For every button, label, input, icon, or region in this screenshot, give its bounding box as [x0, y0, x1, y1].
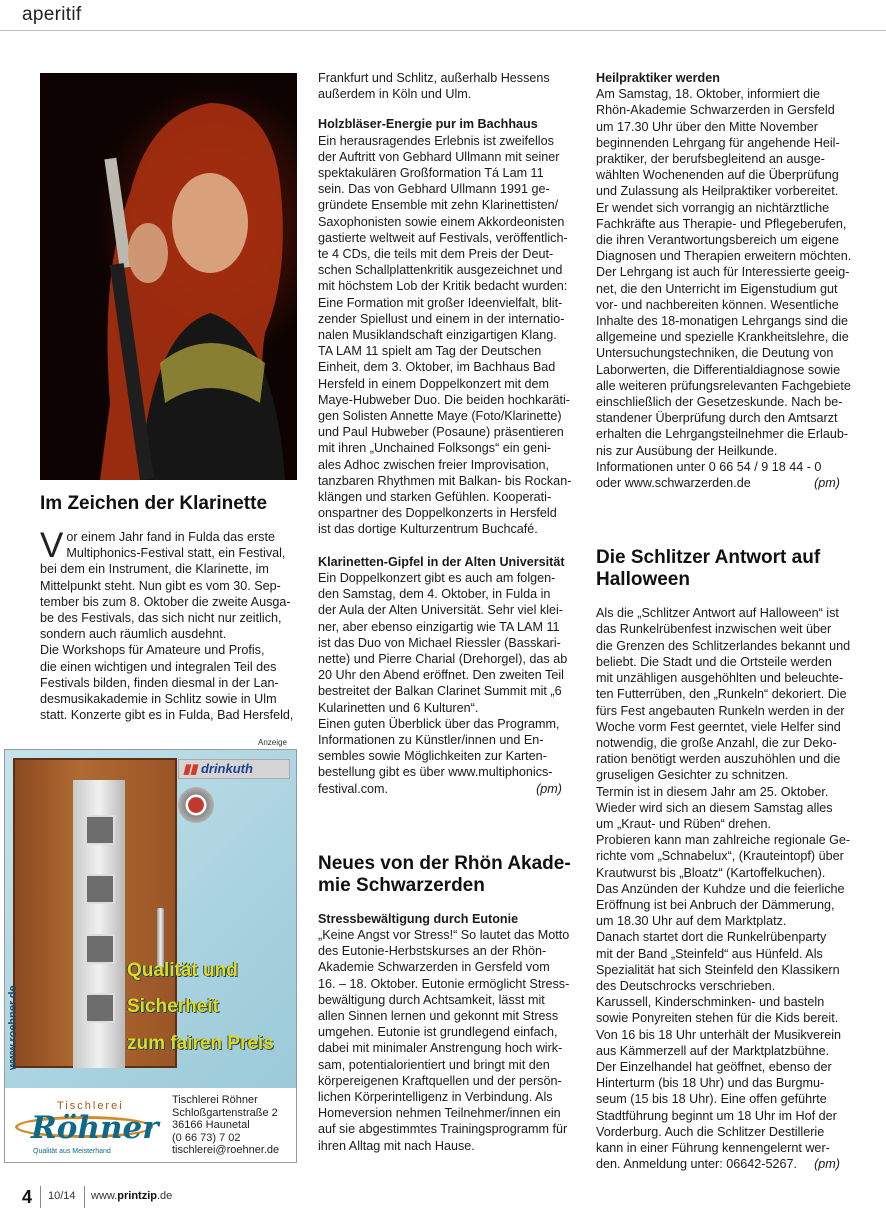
text-line: statt. Konzerte gibt es in Fulda, Bad Hersfeld, — [40, 708, 294, 723]
text-line: vor- und nachbereiten können. Wesentliche — [596, 297, 839, 312]
advertisement[interactable] — [4, 749, 297, 1163]
text-line: umgehen. Eutonie ist grundlegend einfach, — [318, 1025, 558, 1040]
text-line: Einen guten Überblick über das Programm, — [318, 716, 560, 731]
text-line: Inhalte des 18-monatigen Lehrgangs sind die — [596, 314, 849, 329]
roehner-logo — [13, 1098, 161, 1158]
text-line: tember bis zum 8. Oktober die zweite Ausga- — [40, 594, 291, 609]
text-line: aus Kämmerzell auf der Marktplatzbühne. — [596, 1043, 830, 1058]
address-line: (0 66 73) 7 02 — [172, 1131, 241, 1144]
text-line: Eröffnung ist bei Anbruch der Dämmerung, — [596, 897, 835, 912]
footer-divider — [40, 1186, 41, 1208]
text-line: Diagnosen und Therapien erweitern möchten. — [596, 249, 852, 264]
text-line: sembles sowie Möglichkeiten zur Karten- — [318, 749, 547, 764]
text-line: Das Anzünden der Kuhdze und die feierliche — [596, 881, 845, 896]
text-line: gruseligen Gesichter zu schnitzen. — [596, 768, 789, 783]
text-line: Akademie Schwarzerden in Gersfeld vom — [318, 960, 550, 975]
subheading: Holzbläser-Energie pur im Bachhaus — [318, 117, 538, 132]
text-line: außerdem in Köln und Ulm. — [318, 87, 472, 102]
text-line: auf sie abgestimmtes Trainingsprogramm für — [318, 1122, 568, 1137]
text-line: Informationen zu Künstler/innen und En- — [318, 732, 544, 747]
text-line: und Paul Hubweber (Posaune) präsentieren — [318, 425, 564, 440]
column-3 — [596, 70, 854, 1172]
article-title: Im Zeichen der Klarinette — [40, 493, 268, 514]
text-line: Ein Doppelkonzert gibt es auch am folgen- — [318, 570, 556, 585]
text-line: allen Sinnen lernen und gekonnt mit Stress — [318, 1008, 559, 1023]
text-line: Einheit, dem 3. Oktober, im Bachhaus Bad — [318, 360, 556, 375]
article-title — [318, 853, 576, 897]
text-line: mit ihren „Unchained Folksongs“ ein geni- — [318, 441, 552, 456]
subheading: Klarinetten-Gipfel in der Alten Universität — [318, 554, 565, 569]
text-line: sein. Das von Gebhard Ullmann 1991 ge- — [318, 182, 550, 197]
text-line: sondern auch räumlich ausdehnt. — [40, 627, 227, 642]
text-line: der Aula der Alten Universität. Sehr viel klei- — [318, 603, 563, 618]
ad-slogan-line: Sicherheit — [127, 996, 219, 1017]
text-line: den Samstag, dem 4. Oktober, in Fulda in — [318, 587, 551, 602]
text-line: seum (15 bis 18 Uhr). Eine offen geführte — [596, 1092, 827, 1107]
text-line: sowie Ponyreiten stehen für die Kids bereit. — [596, 1011, 839, 1026]
text-line: 16. – 18. Oktober. Eutonie ermöglicht Stress- — [318, 976, 570, 991]
text-line: wählten Wochenenden auf die Überprüfung — [596, 168, 839, 183]
text-line: Von 16 bis 18 Uhr unterhält der Musikverein — [596, 1027, 842, 1042]
door-image — [13, 758, 177, 1068]
text-line: Woche vorm Fest geerntet, viele Helfer sind — [596, 719, 841, 734]
text-line: net, die den Unterricht im Eigenstudium gut — [596, 281, 838, 296]
article-rhoen — [318, 853, 576, 1154]
footer-url[interactable] — [91, 1190, 172, 1202]
text-line: zender Spiellust und einem in der internatio- — [318, 311, 565, 326]
text-line: Vorderburg. Auch die Schlitzer Destillerie — [596, 1124, 825, 1139]
dropcap: V — [40, 526, 64, 565]
ad-vertical-url[interactable]: www.roehner.de — [7, 985, 19, 1070]
text-line: nette) und Pierre Charial (Drehorgel), das ab — [318, 651, 568, 666]
text-line: Eine Formation mit großer Ideenvielfalt, blit- — [318, 295, 563, 310]
address-line: Schloßgartenstraße 2 — [172, 1106, 278, 1119]
text-line: Spezialität hat sich Steinfeld den Klassikern — [596, 962, 840, 977]
text-line: des Eutonie-Herbstskurses an der Rhön- — [318, 944, 547, 959]
text-line: beginnenden Lehrgang für angehende Heil- — [596, 135, 840, 150]
text-line: alle weiteren prüfungsrelevanten Fachgebiete — [596, 378, 851, 393]
text-line: Hersfeld in einem Doppelkonzert mit dem — [318, 376, 549, 391]
text-line: or einem Jahr fand in Fulda das erste — [66, 530, 275, 544]
logo-main-text: Röhner — [31, 1110, 159, 1146]
text-line: Der Einzelhandel hat geöffnet, ebenso der — [596, 1059, 832, 1074]
text-line: Festivals bilden, finden diesmal in der Lan- — [40, 675, 279, 690]
text-line: körpereigenen Kraftquellen und der persön- — [318, 1073, 562, 1088]
text-line: Kularinetten und 6 Kulturen“. — [318, 700, 479, 715]
door-pane — [85, 993, 115, 1023]
text-line: Fachkräfte aus Therapie- und Pflegeberufen, — [596, 216, 847, 231]
header-rule — [0, 30, 886, 31]
text-line: Der Lehrgang ist auch für Interessierte geeig- — [596, 265, 850, 280]
footer-divider — [84, 1186, 85, 1208]
clarinetist-photo — [40, 73, 297, 480]
photo-illustration — [40, 73, 297, 480]
article-body — [40, 526, 302, 723]
text-line: Untersuchungstechniken, die Deutung von — [596, 346, 834, 361]
text-line: Danach startet dort die Runkelrübenparty — [596, 930, 827, 945]
drinkuth-logo — [178, 759, 290, 779]
text-line: klängen und starken Gefühlen. Kooperati- — [318, 490, 552, 505]
text-line: nalen Musiklandschaft einzigartigen Klang. — [318, 328, 557, 343]
ad-address — [172, 1094, 279, 1157]
text-line: sam, potentialorientiert und bringt mit den — [318, 1057, 550, 1072]
text-line: bewältigung durch Achtsamkeit, lässt mit — [318, 992, 545, 1007]
text-line: bestellung gibt es über www.multiphonics- — [318, 765, 553, 780]
text-line: Maye-Hubweber Duo. Die beiden hochkaräti- — [318, 392, 571, 407]
text-line: Saxophonisten sowie einem Akkordeonisten — [318, 214, 565, 229]
text-line: mit unzähligen ausgehöhlten und beleuchte- — [596, 671, 844, 686]
text-line: Informationen unter 0 66 54 / 9 18 44 - 0 — [596, 459, 822, 474]
text-line — [596, 1156, 854, 1172]
text-line: ration benötigt werden auszuhöhlen und die — [596, 752, 841, 767]
text-line-last: den. Anmeldung unter: 06642-5267. — [596, 1157, 797, 1172]
text-line: lichen Körperintelligenz in Verbindung. Als — [318, 1089, 553, 1104]
text-line: Termin ist in diesem Jahr am 25. Oktober. — [596, 784, 829, 799]
column-2 — [318, 70, 576, 1154]
text-line: Ein herausragendes Erlebnis ist zweifellos — [318, 133, 554, 148]
text-line: allgemeine und spezielle Krankheitslehre, die — [596, 330, 849, 345]
logo-top-text: Tischlerei — [57, 1100, 124, 1112]
drinkuth-text: drinkuth — [200, 761, 253, 776]
ad-visual — [5, 750, 296, 1088]
article-title — [596, 547, 854, 591]
text-line: Homeversion nehmen Teilnehmer/innen ein — [318, 1106, 561, 1121]
page-number: 4 — [22, 1187, 33, 1207]
text-line: praktiker, der berufsbegleitend an ausge- — [596, 152, 825, 167]
text-line: mit höchstem Lob der Kritik bedacht wurden: — [318, 279, 568, 294]
text-line: Stadtführung beginnt um 18 Uhr im Hof der — [596, 1108, 837, 1123]
text-line: bei dem ein Instrument, die Klarinette, im — [40, 562, 269, 577]
drinkuth-mark-icon: ▮▮ — [183, 761, 198, 776]
text-line: tanzbaren Rhythmen mit Balkan- bis Rockan- — [318, 473, 572, 488]
text-line: mit der Band „Steinfeld“ aus Hünfeld. Als — [596, 946, 823, 961]
title-line: Neues von der Rhön Akade- — [318, 852, 571, 874]
issue-number: 10/14 — [48, 1190, 76, 1202]
ad-slogan-line: Qualität und — [127, 960, 238, 981]
text-line: Frankfurt und Schlitz, außerhalb Hessens — [318, 71, 550, 85]
text-line: spektakulären Großformation Tá Lam 11 — [318, 166, 544, 181]
text-line: te 4 CDs, die teils mit dem Preis der Deut- — [318, 247, 554, 262]
text-line: TA LAM 11 spielt am Tag der Deutschen — [318, 344, 542, 359]
text-line: Wieder wird sich an diesem Samstag alles — [596, 800, 833, 815]
text-line: standener Überprüfung durch den Amtsarzt — [596, 411, 838, 426]
text-line: Rhön-Akademie Schwarzerden in Gersfeld — [596, 103, 835, 118]
text-line: bestreitet der Balkan Clarinet Summit mit „6 — [318, 684, 562, 699]
text-line: Krautwurst bis „Bloatz“ (Kartoffelkuchen). — [596, 865, 826, 880]
text-line: ist das Duo von Michael Riessler (Basskari- — [318, 635, 561, 650]
address-line: 36166 Haunetal — [172, 1119, 250, 1131]
text-line: gen Solisten Annette Maye (Foto/Klarinette) — [318, 409, 562, 424]
title-line: Halloween — [596, 569, 690, 591]
text-line: einschließlich der Gesetzeskunde. Nach be- — [596, 395, 843, 410]
article-body — [596, 605, 854, 1172]
text-line-last: oder www.schwarzerden.de — [596, 476, 751, 491]
door-pane — [85, 815, 115, 845]
text-line: „Keine Angst vor Stress!“ So lautet das Motto — [318, 927, 570, 942]
text-line: richte vom „Schnabelux“, (Krauteintopf) über — [596, 849, 844, 864]
text-line: kann in einer Führung kennengelernt wer- — [596, 1140, 830, 1155]
text-line: die einen wichtigen und integralen Teil des — [40, 659, 277, 674]
text-line: fürs Fest angebauten Runkeln werden in der — [596, 703, 845, 718]
text-line: die ihren Verantwortungsbereich um eigene — [596, 233, 839, 248]
text-line: Am Samstag, 18. Oktober, informiert die — [596, 87, 820, 102]
text-line: gründete Ensemble mit zehn Klarinettisten/ — [318, 198, 559, 213]
subheading: Heilpraktiker werden — [596, 71, 720, 85]
certification-badge-icon — [178, 787, 214, 823]
author-tag: (pm) — [536, 781, 562, 796]
logo-sub-text: Qualität aus Meisterhand — [33, 1148, 111, 1155]
text-line: und Zulassung als Heilpraktiker vorbereitet. — [596, 184, 839, 199]
text-line: nis zur Ausübung der Heilkunde. — [596, 443, 778, 458]
text-line: notwendig, die große Anzahl, die zur Deko- — [596, 735, 837, 750]
text-line: Die Workshops für Amateure und Profis, — [40, 643, 265, 658]
door-handle — [157, 908, 164, 968]
text-line: Er wendet sich vorrangig an nichtärztliche — [596, 200, 830, 215]
text-line: ihren Alltag mit nach Hause. — [318, 1138, 475, 1153]
text-line: ist das dortige Kulturzentrum Buchcafé. — [318, 522, 538, 537]
article-klarinette — [40, 493, 302, 723]
text-line: schen Schallplattenkritik ausgezeichnet und — [318, 263, 563, 278]
text-line: Probieren kann man zahlreiche regionale Ge- — [596, 833, 851, 848]
text-line: um 17.30 Uhr über den Mitte November — [596, 119, 818, 134]
text-line: des Deutschrocks verschrieben. — [596, 978, 776, 993]
text-line: ales Adhoc zwischen freier Improvisation, — [318, 457, 549, 472]
text-line: Karussell, Kinderschminken- und basteln — [596, 995, 825, 1010]
text-line: der Auftritt von Gebhard Ullmann mit seiner — [318, 149, 560, 164]
text-line: um „Kraut- und Rüben“ drehen. — [596, 816, 772, 831]
text-line — [596, 475, 854, 491]
text-line: Mittelpunkt steht. Nun gibt es vom 30. Sep- — [40, 578, 281, 593]
text-line: beliebt. Die Stadt und die Ortsteile werden — [596, 654, 832, 669]
subheading: Stressbewältigung durch Eutonie — [318, 911, 519, 926]
url-brand: printzip — [117, 1190, 157, 1202]
text-line: desmusikakademie in Schlitz sowie in Ulm — [40, 692, 277, 707]
address-line: Tischlerei Röhner — [172, 1094, 258, 1106]
address-email[interactable]: tischlerei@roehner.de — [172, 1144, 280, 1156]
url-prefix: www. — [91, 1190, 118, 1202]
author-tag: (pm) — [814, 476, 840, 491]
door-pane — [85, 934, 115, 964]
text-line: um 18.30 Uhr auf dem Marktplatz. — [596, 914, 787, 929]
text-line: dabei mit minimaler Anstrengung hoch wirk- — [318, 1041, 563, 1056]
title-line: mie Schwarzerden — [318, 874, 485, 896]
section-tag: aperitif — [22, 4, 82, 25]
text-line: die Grenzen des Schlitzerlandes bekannt und — [596, 638, 851, 653]
text-line: das Runkelrübenfest inzwischen weit über — [596, 622, 832, 637]
door-pane — [85, 874, 115, 904]
title-line: Die Schlitzer Antwort auf — [596, 547, 821, 569]
author-tag: (pm) — [814, 1157, 840, 1172]
text-line — [318, 781, 576, 797]
text-line: be des Festivals, das sich nicht nur zeitlich, — [40, 611, 282, 626]
text-line: 20 Uhr den Abend eröffnet. Den zweiten Teil — [318, 668, 564, 683]
article-schlitz — [596, 547, 854, 1172]
ad-label: Anzeige — [258, 738, 287, 747]
text-line-last: festival.com. — [318, 781, 388, 796]
text-line: Als die „Schlitzer Antwort auf Halloween“ ist — [596, 606, 839, 621]
text-line: gastierte weltweit auf Festivals, veröffentlich- — [318, 230, 568, 245]
text-line: onspartner des Doppelkonzerts in Hersfeld — [318, 506, 557, 521]
text-line: Laborwerten, die Differentialdiagnose sowie — [596, 362, 841, 377]
text-line: Multiphonics-Festival statt, ein Festival, — [66, 546, 286, 561]
ad-footer — [5, 1088, 296, 1162]
ad-slogan-line: zum fairen Preis — [127, 1033, 274, 1054]
text-line: ner, aber ebenso einzigartig wie TA LAM 11 — [318, 619, 560, 634]
url-suffix: .de — [157, 1190, 173, 1202]
text-line: ten Futterrüben, den „Runkeln“ dekoriert. Die — [596, 687, 847, 702]
text-line: Hinterturm (bis 18 Uhr) und das Burgmu- — [596, 1076, 825, 1091]
text-line: erhalten die Lehrgangsteilnehmer die Erlaub- — [596, 427, 849, 442]
